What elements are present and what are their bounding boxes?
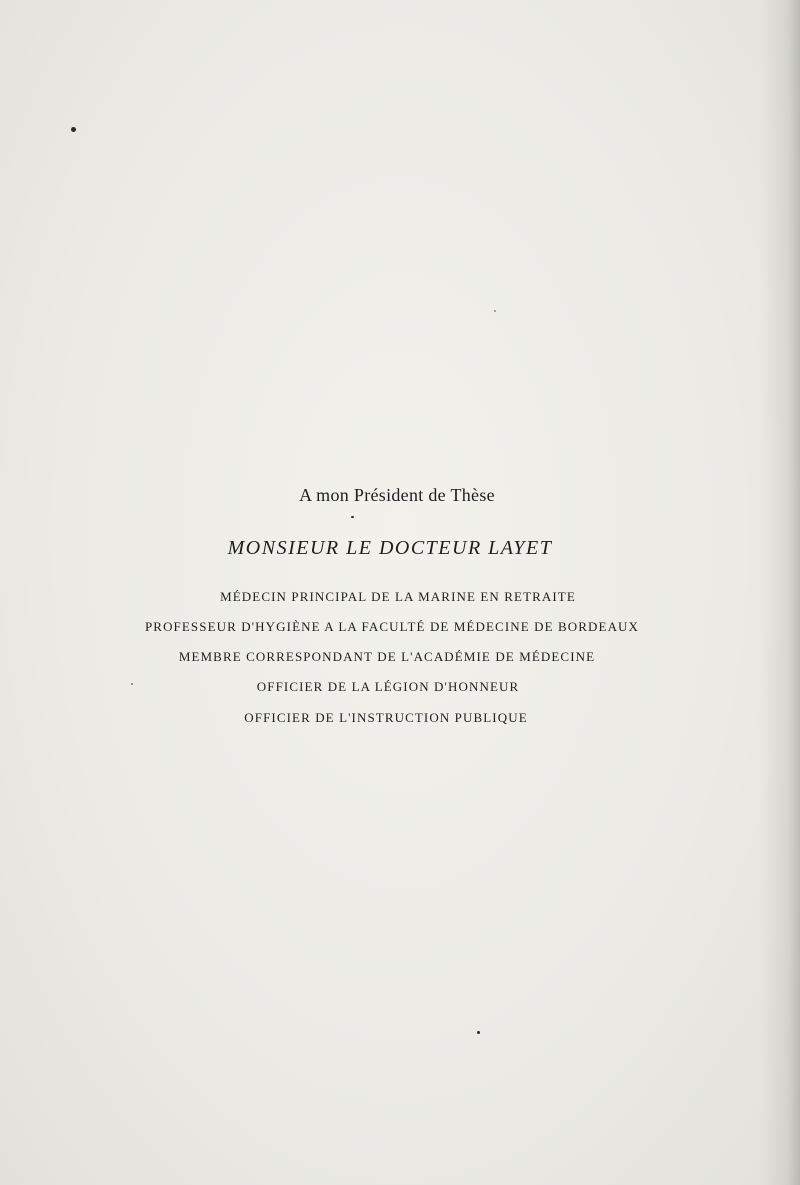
dedicatee-title: OFFICIER DE LA LÉGION D'HONNEUR (256, 679, 520, 694)
dedicatee-title: OFFICIER DE L'INSTRUCTION PUBLIQUE (244, 710, 528, 725)
dedicatee-name: MONSIEUR LE DOCTEUR LAYET (227, 537, 553, 559)
ink-speck (71, 127, 76, 132)
ink-speck (351, 516, 354, 518)
dedication-intro: A mon Président de Thèse (299, 485, 495, 505)
ink-speck (494, 310, 496, 312)
dedicatee-title: MEMBRE CORRESPONDANT DE L'ACADÉMIE DE MÉDECINE (178, 649, 596, 664)
dedicatee-title: PROFESSEUR D'HYGIÈNE A LA FACULTÉ DE MÉDECINE DE BORDEAUX (144, 619, 640, 634)
ink-speck (477, 1031, 480, 1034)
dedicatee-title: MÉDECIN PRINCIPAL DE LA MARINE EN RETRAITE (220, 589, 576, 604)
